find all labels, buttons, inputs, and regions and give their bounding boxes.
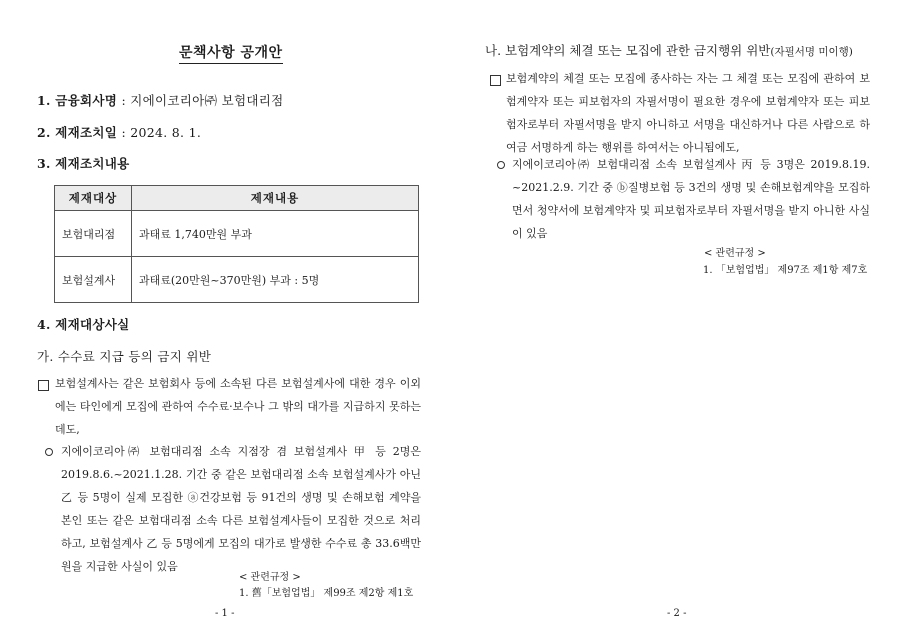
page-number: - 1 - — [215, 608, 235, 619]
table-cell-target: 보험설계사 — [55, 257, 132, 303]
bullet-circle-icon — [497, 161, 505, 169]
related-rule-item: 1. 舊「보험업법」 제99조 제2항 제1호 — [239, 588, 414, 599]
section-institution-value: : 지에이코리아㈜ 보험대리점 — [117, 93, 284, 108]
section-sanction-date-label: 2. 제재조치일 — [37, 125, 118, 140]
page-2 — [452, 0, 900, 637]
rule-text: 보험설계사는 같은 보험회사 등에 소속된 다른 보험설계사에 대한 경우 이외에는 타인에게 모집에 관하여 수수료·보수나 그 밖의 대가를 지급하지 못하는데도, — [55, 377, 421, 436]
checkbox-square-icon — [490, 75, 501, 86]
related-rule-item: 1. 「보험업법」 제97조 제1항 제7호 — [703, 265, 868, 276]
table-header-row — [55, 186, 419, 211]
subsection-prohibited-acts — [485, 41, 853, 59]
table-row — [55, 257, 419, 303]
table-header-target: 제재대상 — [55, 186, 132, 211]
subsection-commission: 가. 수수료 지급 등의 금지 위반 — [37, 349, 212, 364]
table-header-content: 제재내용 — [132, 186, 419, 211]
sanction-table — [54, 185, 419, 303]
page-number: - 2 - — [667, 608, 687, 619]
bullet-circle-icon — [45, 448, 53, 456]
table-cell-content: 과태료 1,740만원 부과 — [132, 211, 419, 257]
related-rules-heading: < 관련규정 > — [239, 572, 301, 583]
table-cell-target: 보험대리점 — [55, 211, 132, 257]
table-row — [55, 211, 419, 257]
section-institution-label: 1. 금융회사명 — [37, 93, 118, 108]
fact-text: 지에이코리아㈜ 보험대리점 소속 보험설계사 丙 등 3명은 2019.8.19. ~2021.2.9. 기간 중 ⓑ질병보험 등 3건의 생명 및 손해보험계약을 모집하면서 청약서에 보험계약자 및 피보험자로부터 자필서명을 받지 아니한 사실이 있음 — [512, 158, 870, 240]
section-facts: 4. 제재대상사실 — [37, 317, 130, 332]
section-institution — [37, 91, 283, 109]
checkbox-square-icon — [38, 380, 49, 391]
page-title: 문책사항 공개안 — [179, 42, 283, 64]
rule-text: 보험계약의 체결 또는 모집에 종사하는 자는 그 체결 또는 모집에 관하여 보험계약자 또는 피보험자의 자필서명이 필요한 경우에 보험계약자 또는 피보험자로부터 자필서명을 받지 아니하고 서명을 대신하거나 다른 사람으로 하여금 서명하게 하는 행위를 하여서는 아니됨에도, — [506, 72, 870, 154]
table-cell-content: 과태료(20만원~370만원) 부과 : 5명 — [132, 257, 419, 303]
section-sanction-date — [37, 123, 201, 141]
fact-text: 지에이코리아㈜ 보험대리점 소속 지점장 겸 보험설계사 甲 등 2명은 2019.8.6.~2021.1.28. 기간 중 같은 보험대리점 소속 보험설계사가 아닌 乙 등 5명이 실제 모집한 ⓐ건강보험 등 91건의 생명 및 손해보험 계약을 본인 또는 같은 보험대리점 소속 다른 보험설계사들이 모집한 것으로 처리하고, 보험설계사 乙 등 5명에게 모집의 대가로 발생한 수수료 총 33.6백만원을 지급한 사실이 있음 — [61, 445, 421, 573]
related-rules-heading: < 관련규정 > — [704, 248, 766, 259]
subsection-prohibited-acts-note: (자필서명 미이행) — [770, 46, 853, 58]
section-sanction-content: 3. 제재조치내용 — [37, 156, 130, 171]
subsection-prohibited-acts-label: 나. 보험계약의 체결 또는 모집에 관한 금지행위 위반 — [485, 43, 771, 58]
section-sanction-date-value: : 2024. 8. 1. — [117, 125, 202, 140]
